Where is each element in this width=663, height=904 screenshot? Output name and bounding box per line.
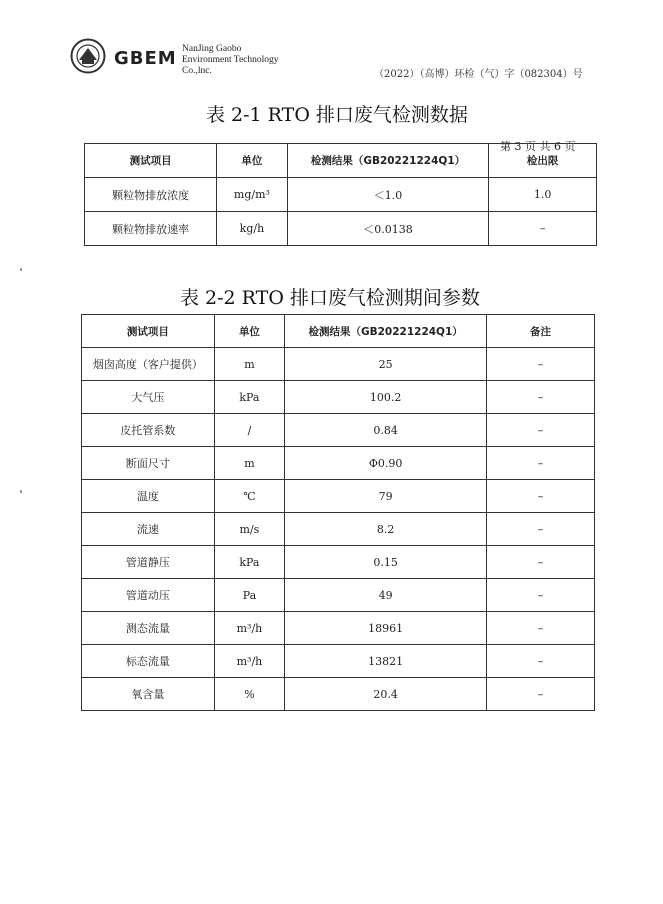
table-cell: –	[487, 678, 595, 711]
table-cell: –	[487, 579, 595, 612]
company-name	[182, 44, 279, 77]
header-cell: 检测结果（GB20221224Q1）	[285, 315, 487, 348]
table-row	[82, 579, 595, 612]
table-cell: /	[214, 414, 284, 447]
table-cell: 流速	[82, 513, 215, 546]
table-cell: kPa	[214, 381, 284, 414]
table-cell: Pa	[214, 579, 284, 612]
table-cell: %	[214, 678, 284, 711]
scan-mark	[20, 268, 22, 271]
company-line: NanJing Gaobo	[182, 44, 242, 54]
table-cell: Φ0.90	[285, 447, 487, 480]
table-cell: 烟囱高度（客户提供）	[82, 348, 215, 381]
table-cell: 颗粒物排放浓度	[85, 178, 217, 212]
table-cell: 1.0	[489, 178, 597, 212]
table-row	[82, 546, 595, 579]
table-cell: –	[487, 513, 595, 546]
table-cell: –	[487, 480, 595, 513]
table-cell: 测态流量	[82, 612, 215, 645]
table-cell: 管道动压	[82, 579, 215, 612]
table-cell: –	[489, 212, 597, 246]
header-cell: 单位	[217, 144, 287, 178]
brand-name: GBEM	[114, 48, 177, 69]
company-logo-icon	[70, 38, 106, 74]
table-row	[82, 513, 595, 546]
table-cell: 8.2	[285, 513, 487, 546]
table-cell: m	[214, 447, 284, 480]
table-cell: ＜1.0	[287, 178, 489, 212]
table-row	[82, 414, 595, 447]
table-row	[82, 447, 595, 480]
table-cell: 标态流量	[82, 645, 215, 678]
table-cell: 0.84	[285, 414, 487, 447]
table-cell: ℃	[214, 480, 284, 513]
table-cell: 大气压	[82, 381, 215, 414]
table-cell: –	[487, 414, 595, 447]
table-row	[82, 348, 595, 381]
table-header-row	[82, 315, 595, 348]
table-cell: –	[487, 546, 595, 579]
table-cell: –	[487, 645, 595, 678]
table-cell: m	[214, 348, 284, 381]
table1-title: 表 2-1 RTO 排口废气检测数据	[206, 104, 468, 126]
company-line: Co.,lnc.	[182, 66, 212, 76]
header-cell: 检测结果（GB20221224Q1）	[287, 144, 489, 178]
table-cell: 氧含量	[82, 678, 215, 711]
table-cell: m³/h	[214, 645, 284, 678]
table-header-row	[85, 144, 597, 178]
table-cell: 温度	[82, 480, 215, 513]
table-cell: 18961	[285, 612, 487, 645]
parameters-table	[81, 314, 595, 711]
table-cell: –	[487, 348, 595, 381]
table-row	[82, 678, 595, 711]
table-cell: 皮托管系数	[82, 414, 215, 447]
table-cell: 0.15	[285, 546, 487, 579]
header-cell: 检出限	[489, 144, 597, 178]
table-cell: ＜0.0138	[287, 212, 489, 246]
emission-data-table	[84, 143, 597, 246]
table-cell: –	[487, 381, 595, 414]
table-cell: 20.4	[285, 678, 487, 711]
page-info: 第 3 页 共 6 页	[500, 140, 576, 153]
table-cell: kPa	[214, 546, 284, 579]
table-cell: 13821	[285, 645, 487, 678]
table-cell: 100.2	[285, 381, 487, 414]
header-cell: 测试项目	[82, 315, 215, 348]
table2-title: 表 2-2 RTO 排口废气检测期间参数	[180, 287, 480, 309]
table-row	[82, 645, 595, 678]
header-cell: 备注	[487, 315, 595, 348]
table-row	[82, 612, 595, 645]
table-cell: m/s	[214, 513, 284, 546]
table-cell: m³/h	[214, 612, 284, 645]
table-row	[85, 212, 597, 246]
scan-mark	[20, 490, 22, 493]
table-cell: 25	[285, 348, 487, 381]
header-cell: 测试项目	[85, 144, 217, 178]
company-line: Environment Technology	[182, 55, 279, 65]
table-cell: 49	[285, 579, 487, 612]
header-cell: 单位	[214, 315, 284, 348]
document-number: （2022）（高博）环检（气）字（082304）号	[374, 69, 583, 80]
table-row	[82, 480, 595, 513]
table-cell: 颗粒物排放速率	[85, 212, 217, 246]
table-cell: mg/m³	[217, 178, 287, 212]
table-cell: –	[487, 612, 595, 645]
table-cell: 79	[285, 480, 487, 513]
table-cell: 断面尺寸	[82, 447, 215, 480]
table-cell: 管道静压	[82, 546, 215, 579]
table-row	[82, 381, 595, 414]
table-row	[85, 178, 597, 212]
table-cell: –	[487, 447, 595, 480]
table-cell: kg/h	[217, 212, 287, 246]
